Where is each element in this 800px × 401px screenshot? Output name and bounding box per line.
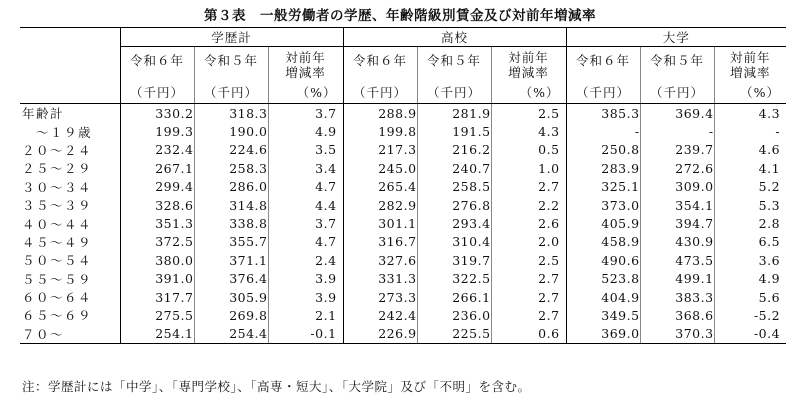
column-header-r6: [343, 47, 417, 104]
pct-change-cell: 2.5: [491, 251, 566, 269]
wage-cell: 322.5: [417, 270, 491, 288]
wage-cell: 269.8: [194, 306, 268, 324]
table-row: [20, 325, 786, 344]
row-label: ４５～４９: [22, 234, 93, 250]
pct-change-cell: 2.0: [491, 233, 566, 251]
table-row: [20, 214, 786, 232]
wage-cell: 293.4: [417, 214, 491, 232]
row-label: 年齢計: [22, 106, 65, 122]
group-header-university: 大学: [566, 28, 786, 47]
pct-change-cell: 0.6: [491, 325, 566, 344]
pct-change-cell: 3.4: [268, 159, 343, 177]
column-header-label: 令和６年: [353, 53, 408, 68]
pct-change-cell: 5.3: [714, 196, 786, 214]
footnote: 注：学歴計には「中学」、「専門学校」、「高専・短大」、「大学院」及び「不明」を含む。: [22, 379, 531, 394]
row-label: ５５～５９: [22, 271, 93, 287]
wage-cell: 354.1: [640, 196, 714, 214]
column-header-label: 対前年: [730, 50, 771, 65]
pct-change-cell: 5.2: [714, 178, 786, 196]
column-header-r6: [566, 47, 640, 104]
pct-change-cell: 4.1: [714, 159, 786, 177]
wage-cell: 288.9: [343, 104, 417, 123]
table-row: [20, 122, 786, 140]
group-header-highschool: 高校: [343, 28, 566, 47]
wage-cell: 380.0: [120, 251, 194, 269]
pct-change-cell: 4.9: [268, 122, 343, 140]
pct-change-cell: 3.6: [714, 251, 786, 269]
column-header-unit: （千円）: [129, 85, 184, 100]
pct-change-cell: -5.2: [714, 306, 786, 324]
table-row: [20, 270, 786, 288]
pct-change-cell: 3.7: [268, 214, 343, 232]
column-header-label: 対前年: [508, 50, 549, 65]
wage-cell: 373.0: [566, 196, 640, 214]
column-header-unit: （%）: [740, 85, 781, 100]
pct-change-cell: 0.5: [491, 141, 566, 159]
wage-cell: 266.1: [417, 288, 491, 306]
wage-cell: 368.6: [640, 306, 714, 324]
wage-cell: 286.0: [194, 178, 268, 196]
table-row: [20, 288, 786, 306]
table-body: [20, 104, 786, 344]
pct-change-cell: -0.4: [714, 325, 786, 344]
row-label: ４０～４４: [22, 216, 93, 232]
wage-cell: 430.9: [640, 233, 714, 251]
column-header-label: 令和６年: [129, 53, 184, 68]
header-corner: [20, 28, 120, 104]
wage-cell: 490.6: [566, 251, 640, 269]
wage-cell: 376.4: [194, 270, 268, 288]
table-row: [20, 141, 786, 159]
pct-change-cell: 6.5: [714, 233, 786, 251]
row-label: ６５～６９: [22, 308, 93, 324]
wage-cell: 275.5: [120, 306, 194, 324]
group-header-total: 学歴計: [120, 28, 343, 47]
wage-cell: 330.2: [120, 104, 194, 123]
pct-change-cell: 4.7: [268, 178, 343, 196]
pct-change-cell: 4.3: [491, 122, 566, 140]
pct-change-cell: 2.4: [268, 251, 343, 269]
wage-cell: 319.7: [417, 251, 491, 269]
wage-cell: 369.0: [566, 325, 640, 344]
pct-change-cell: 2.7: [491, 178, 566, 196]
column-header-label: 増減率: [508, 65, 549, 80]
wage-cell: 371.1: [194, 251, 268, 269]
row-label: ６０～６４: [22, 290, 93, 306]
column-header-label: 対前年: [285, 50, 326, 65]
pct-change-cell: 4.6: [714, 141, 786, 159]
pct-change-cell: -0.1: [268, 325, 343, 344]
wage-cell: 258.3: [194, 159, 268, 177]
column-header-r5: [640, 47, 714, 104]
wage-cell: 316.7: [343, 233, 417, 251]
table-row: [20, 196, 786, 214]
column-header-r5: [417, 47, 491, 104]
wage-cell: 236.0: [417, 306, 491, 324]
wage-cell: 190.0: [194, 122, 268, 140]
wage-cell: 232.4: [120, 141, 194, 159]
wage-cell: 254.4: [194, 325, 268, 344]
wage-cell: 273.3: [343, 288, 417, 306]
table-row: [20, 233, 786, 251]
wage-cell: 301.1: [343, 214, 417, 232]
column-header-r5: [194, 47, 268, 104]
pct-change-cell: 2.8: [714, 214, 786, 232]
wage-cell: 310.4: [417, 233, 491, 251]
wage-cell: 338.8: [194, 214, 268, 232]
pct-change-cell: 4.3: [714, 104, 786, 123]
wage-cell: 391.0: [120, 270, 194, 288]
column-header-unit: （千円）: [650, 85, 705, 100]
wage-cell: 299.4: [120, 178, 194, 196]
wage-cell: 404.9: [566, 288, 640, 306]
row-label: ～１９歳: [22, 124, 93, 140]
wage-cell: 318.3: [194, 104, 268, 123]
wage-cell: 265.4: [343, 178, 417, 196]
wage-table: [20, 27, 786, 344]
pct-change-cell: 2.7: [491, 288, 566, 306]
wage-cell: 242.4: [343, 306, 417, 324]
wage-cell: 372.5: [120, 233, 194, 251]
wage-cell: 226.9: [343, 325, 417, 344]
wage-cell: 225.5: [417, 325, 491, 344]
pct-change-cell: 4.9: [714, 270, 786, 288]
wage-cell: 245.0: [343, 159, 417, 177]
column-header-label: 令和５年: [203, 53, 258, 68]
wage-cell: 325.1: [566, 178, 640, 196]
column-header-unit: （千円）: [576, 85, 631, 100]
wage-cell: 239.7: [640, 141, 714, 159]
pct-change-cell: 4.4: [268, 196, 343, 214]
table-row: [20, 159, 786, 177]
wage-cell: 250.8: [566, 141, 640, 159]
column-header-label: 令和５年: [650, 53, 705, 68]
pct-change-cell: 1.0: [491, 159, 566, 177]
pct-change-cell: 2.6: [491, 214, 566, 232]
wage-cell: 309.0: [640, 178, 714, 196]
wage-cell: -: [566, 122, 640, 140]
column-header-pct: [268, 47, 343, 104]
pct-change-cell: 3.7: [268, 104, 343, 123]
row-label: ７０～: [20, 325, 120, 344]
pct-change-cell: -: [714, 122, 786, 140]
table-row: [20, 251, 786, 269]
wage-cell: 317.7: [120, 288, 194, 306]
pct-change-cell: 3.9: [268, 270, 343, 288]
column-header-label: 令和６年: [576, 53, 631, 68]
pct-change-cell: 4.7: [268, 233, 343, 251]
table-row: [20, 306, 786, 324]
wage-cell: 394.7: [640, 214, 714, 232]
pct-change-cell: 3.5: [268, 141, 343, 159]
column-header-pct: [491, 47, 566, 104]
wage-cell: 383.3: [640, 288, 714, 306]
column-header-label: 増減率: [285, 65, 326, 80]
table-row: [20, 104, 786, 123]
wage-cell: 331.3: [343, 270, 417, 288]
wage-cell: 385.3: [566, 104, 640, 123]
column-header-unit: （千円）: [353, 85, 408, 100]
wage-cell: 217.3: [343, 141, 417, 159]
wage-cell: 499.1: [640, 270, 714, 288]
wage-cell: 276.8: [417, 196, 491, 214]
wage-cell: 282.9: [343, 196, 417, 214]
column-header-label: 令和５年: [427, 53, 482, 68]
row-label: ５０～５４: [22, 253, 93, 269]
pct-change-cell: 3.9: [268, 288, 343, 306]
row-label: ２５～２９: [22, 161, 93, 177]
pct-change-cell: 5.6: [714, 288, 786, 306]
wage-cell: 224.6: [194, 141, 268, 159]
wage-cell: -: [640, 122, 714, 140]
wage-cell: 258.5: [417, 178, 491, 196]
wage-cell: 199.3: [120, 122, 194, 140]
wage-cell: 272.6: [640, 159, 714, 177]
wage-cell: 458.9: [566, 233, 640, 251]
wage-cell: 349.5: [566, 306, 640, 324]
wage-cell: 283.9: [566, 159, 640, 177]
wage-cell: 327.6: [343, 251, 417, 269]
wage-cell: 369.4: [640, 104, 714, 123]
row-label: ３５～３９: [22, 198, 93, 214]
column-header-pct: [714, 47, 786, 104]
wage-cell: 473.5: [640, 251, 714, 269]
wage-cell: 281.9: [417, 104, 491, 123]
pct-change-cell: 2.2: [491, 196, 566, 214]
wage-cell: 199.8: [343, 122, 417, 140]
wage-cell: 240.7: [417, 159, 491, 177]
column-header-unit: （%）: [519, 85, 560, 100]
wage-cell: 328.6: [120, 196, 194, 214]
column-header-unit: （千円）: [203, 85, 258, 100]
wage-cell: 370.3: [640, 325, 714, 344]
table-title: 第３表 一般労働者の学歴、年齢階級別賃金及び対前年増減率: [204, 8, 596, 24]
pct-change-cell: 2.5: [491, 104, 566, 123]
wage-cell: 267.1: [120, 159, 194, 177]
row-label: ２０～２４: [22, 142, 93, 158]
column-header-label: 増減率: [730, 65, 771, 80]
column-header-r6: [120, 47, 194, 104]
wage-cell: 305.9: [194, 288, 268, 306]
wage-cell: 351.3: [120, 214, 194, 232]
table-row: [20, 178, 786, 196]
wage-cell: 191.5: [417, 122, 491, 140]
wage-cell: 405.9: [566, 214, 640, 232]
column-header-unit: （%）: [296, 85, 337, 100]
wage-cell: 355.7: [194, 233, 268, 251]
wage-cell: 254.1: [120, 325, 194, 344]
row-label: ３０～３４: [22, 179, 93, 195]
wage-cell: 216.2: [417, 141, 491, 159]
column-header-unit: （千円）: [427, 85, 482, 100]
pct-change-cell: 2.1: [268, 306, 343, 324]
wage-cell: 523.8: [566, 270, 640, 288]
wage-cell: 314.8: [194, 196, 268, 214]
pct-change-cell: 2.7: [491, 270, 566, 288]
pct-change-cell: 2.7: [491, 306, 566, 324]
